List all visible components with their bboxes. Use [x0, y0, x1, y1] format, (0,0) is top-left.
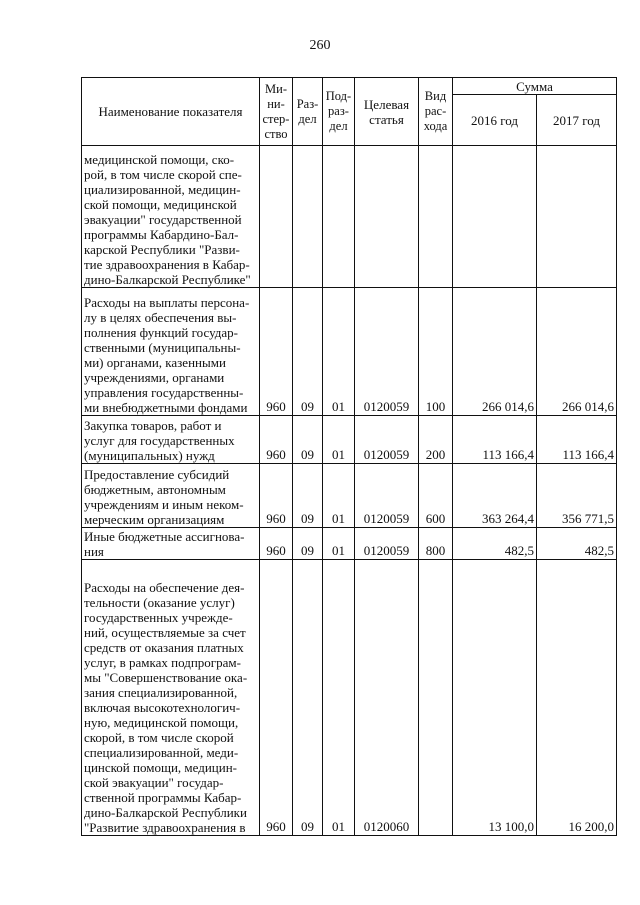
table-row — [82, 560, 617, 836]
cell-ministry: 960 — [260, 528, 293, 560]
header-kind: Вид рас- хода — [419, 78, 453, 146]
cell-section: 09 — [293, 464, 323, 528]
cell-name: Расходы на выплаты персона- лу в целях обеспечения вы- полнения функций государ- ственными (муниципальны- ми) органами, казенными учреждениями, органами управления государственны- ми внебюджетными фондами — [82, 288, 260, 416]
cell-y2017: 16 200,0 — [537, 560, 617, 836]
cell-section: 09 — [293, 528, 323, 560]
cell-target: 0120059 — [355, 288, 419, 416]
budget-table — [81, 77, 617, 836]
cell-subsection — [323, 146, 355, 288]
cell-subsection: 01 — [323, 288, 355, 416]
cell-y2017: 356 771,5 — [537, 464, 617, 528]
cell-subsection: 01 — [323, 416, 355, 464]
cell-y2017: 113 166,4 — [537, 416, 617, 464]
cell-y2016: 482,5 — [453, 528, 537, 560]
table-row — [82, 146, 617, 288]
cell-y2016: 113 166,4 — [453, 416, 537, 464]
cell-name: медицинской помощи, ско- рой, в том числе скорой спе- циализированной, медицин- ской помощи, медицинской эвакуации" государственной программы Кабардино-Бал- карской Республики "Разви- тие здравоохранения в Кабар- дино-Балкарской Республике" — [82, 146, 260, 288]
cell-target: 0120059 — [355, 528, 419, 560]
cell-ministry: 960 — [260, 416, 293, 464]
header-sum: Сумма — [453, 78, 617, 95]
header-section: Раз- дел — [293, 78, 323, 146]
cell-kind: 200 — [419, 416, 453, 464]
cell-ministry: 960 — [260, 288, 293, 416]
table-row — [82, 288, 617, 416]
cell-y2016 — [453, 146, 537, 288]
cell-kind — [419, 560, 453, 836]
cell-y2017 — [537, 146, 617, 288]
cell-subsection: 01 — [323, 464, 355, 528]
header-target: Целевая статья — [355, 78, 419, 146]
cell-y2016: 266 014,6 — [453, 288, 537, 416]
cell-y2017: 266 014,6 — [537, 288, 617, 416]
cell-subsection: 01 — [323, 528, 355, 560]
cell-section: 09 — [293, 560, 323, 836]
cell-target: 0120059 — [355, 464, 419, 528]
cell-name: Расходы на обеспечение дея- тельности (оказание услуг) государственных учрежде- ний, осуществляемые за счет средств от оказания платных услуг, в рамках подпрограм- мы "Совершенствование ока- зания специализированной, включая высокотехнологич- ную, медицинской помощи, скорой, в том числе скорой специализированной, меди- цинской помощи, медицин- ской эвакуации" государ- ственной программы Кабар- дино-Балкарской Республики "Развитие здравоохранения в — [82, 560, 260, 836]
page-number: 260 — [309, 38, 331, 53]
cell-kind: 600 — [419, 464, 453, 528]
cell-kind: 100 — [419, 288, 453, 416]
table-row — [82, 416, 617, 464]
table-row — [82, 464, 617, 528]
header-2017: 2017 год — [537, 95, 617, 146]
cell-target: 0120059 — [355, 416, 419, 464]
cell-ministry — [260, 146, 293, 288]
cell-section: 09 — [293, 416, 323, 464]
cell-y2016: 13 100,0 — [453, 560, 537, 836]
cell-kind — [419, 146, 453, 288]
cell-y2017: 482,5 — [537, 528, 617, 560]
cell-section: 09 — [293, 288, 323, 416]
cell-section — [293, 146, 323, 288]
header-subsection: Под- раз- дел — [323, 78, 355, 146]
cell-target — [355, 146, 419, 288]
cell-ministry: 960 — [260, 560, 293, 836]
header-name: Наименование показателя — [82, 78, 260, 146]
header-ministry: Ми- ни- стер- ство — [260, 78, 293, 146]
cell-name: Предоставление субсидий бюджетным, автономным учреждениям и иным неком- мерческим организациям — [82, 464, 260, 528]
table-row — [82, 528, 617, 560]
cell-name: Иные бюджетные ассигнова- ния — [82, 528, 260, 560]
cell-kind: 800 — [419, 528, 453, 560]
cell-target: 0120060 — [355, 560, 419, 836]
header-2016: 2016 год — [453, 95, 537, 146]
cell-y2016: 363 264,4 — [453, 464, 537, 528]
cell-ministry: 960 — [260, 464, 293, 528]
cell-name: Закупка товаров, работ и услуг для государственных (муниципальных) нужд — [82, 416, 260, 464]
cell-subsection: 01 — [323, 560, 355, 836]
